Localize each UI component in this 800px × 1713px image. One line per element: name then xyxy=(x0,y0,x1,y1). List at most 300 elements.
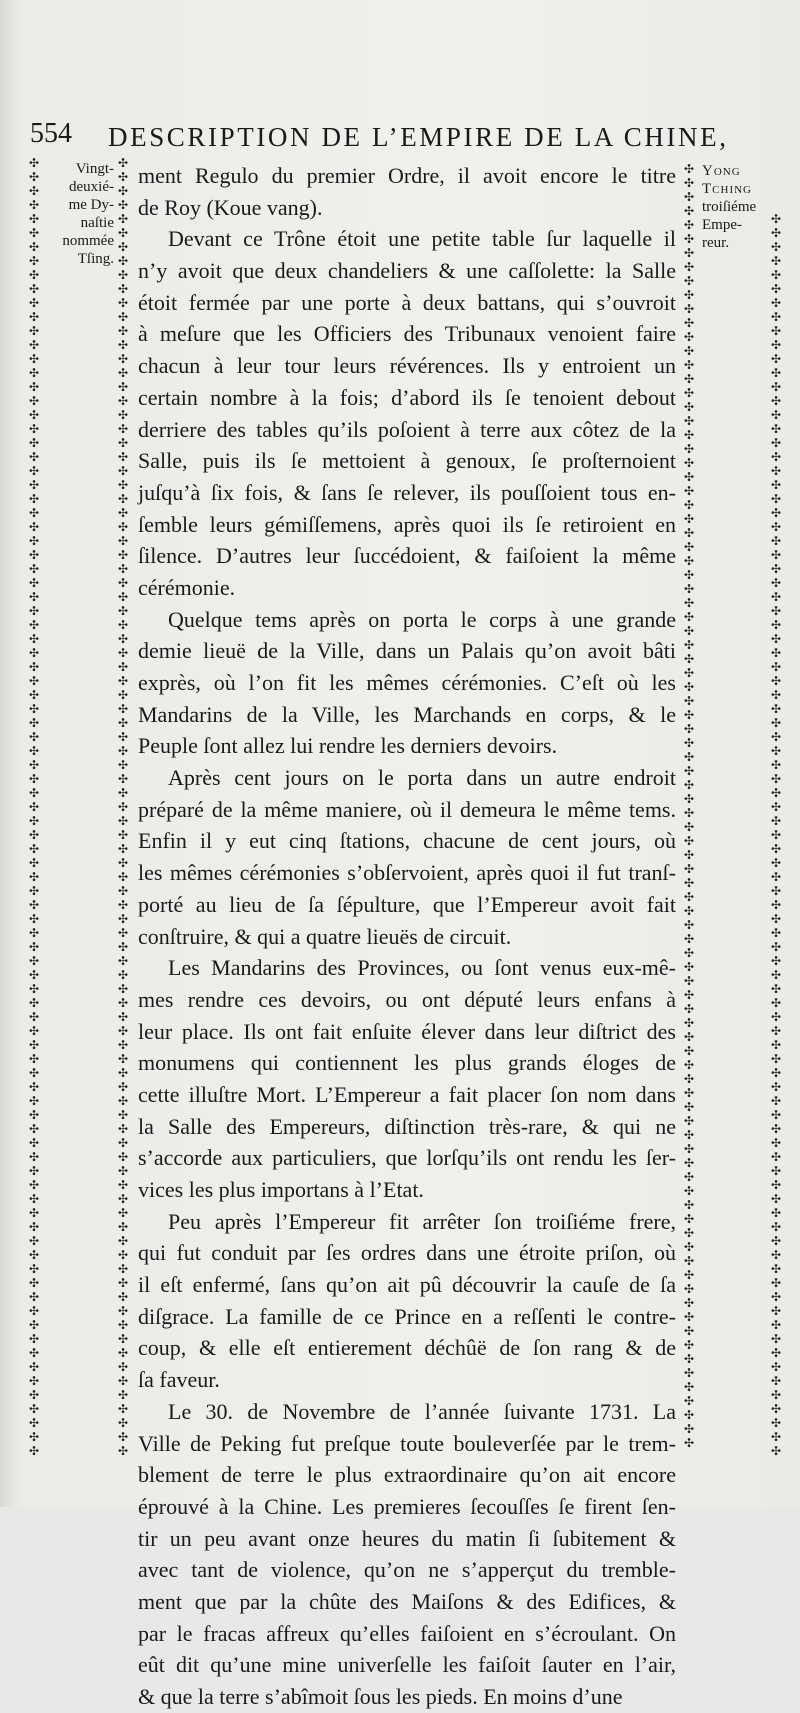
ornament-glyph: ✣ xyxy=(770,632,782,646)
ornament-glyph: ✣ xyxy=(28,590,40,604)
ornament-glyph: ✣ xyxy=(117,716,129,730)
ornament-glyph: ✣ xyxy=(28,310,40,324)
ornament-glyph: ✣ xyxy=(28,1304,40,1318)
text-line: préparé de la même maniere, où il demeura le même tems. xyxy=(138,796,676,822)
text-line: Devant ce Trône étoit une petite table ſur laquelle il xyxy=(168,226,676,252)
ornament-glyph: ✣ xyxy=(117,618,129,632)
ornament-glyph: ✣ xyxy=(28,520,40,534)
ornament-glyph: ✣ xyxy=(683,666,695,680)
ornament-glyph: ✣ xyxy=(683,806,695,820)
ornament-glyph: ✣ xyxy=(770,520,782,534)
ornament-glyph: ✣ xyxy=(683,652,695,666)
ornament-glyph: ✣ xyxy=(28,478,40,492)
ornament-glyph: ✣ xyxy=(770,296,782,310)
text-line: il eſt enfermé, ſans qu’on ait pû découvrir la cauſe de ſa xyxy=(138,1272,676,1298)
ornament-glyph: ✣ xyxy=(683,1394,695,1408)
text-line: la Salle des Empereurs, diſtinction très-rare, & qui ne xyxy=(138,1113,676,1139)
ornament-glyph: ✣ xyxy=(117,912,129,926)
text-line: Peuple ſont allez lui rendre les derniers devoirs. xyxy=(138,733,558,759)
ornament-glyph: ✣ xyxy=(683,1436,695,1450)
ornament-glyph: ✣ xyxy=(117,828,129,842)
ornament-glyph: ✣ xyxy=(117,982,129,996)
text-line: porté au lieu de ſa ſépulture, que l’Empereur avoit fait xyxy=(138,891,676,917)
ornament-glyph: ✣ xyxy=(683,764,695,778)
right-outer-ornament-border xyxy=(769,212,783,1458)
ornament-glyph: ✣ xyxy=(117,1248,129,1262)
ornament-glyph: ✣ xyxy=(770,772,782,786)
margin-note-line: Tching xyxy=(702,181,752,197)
margin-note-line: Empe- xyxy=(702,217,742,233)
text-line: tir un peu avant onze heures du matin ſi ſubitement & xyxy=(138,1525,676,1551)
ornament-glyph: ✣ xyxy=(117,240,129,254)
text-line: étoit fermée par une porte à deux battans, qui s’ouvroit xyxy=(138,289,676,315)
ornament-glyph: ✣ xyxy=(770,716,782,730)
text-line: juſqu’à ſix fois, & ſans ſe relever, ils pouſſoient tous en- xyxy=(138,479,676,505)
ornament-glyph: ✣ xyxy=(28,940,40,954)
ornament-glyph: ✣ xyxy=(770,1430,782,1444)
margin-note-line: troiſiéme xyxy=(702,199,757,215)
ornament-glyph: ✣ xyxy=(117,744,129,758)
ornament-glyph: ✣ xyxy=(117,380,129,394)
ornament-glyph: ✣ xyxy=(683,1058,695,1072)
ornament-glyph: ✣ xyxy=(28,660,40,674)
ornament-glyph: ✣ xyxy=(770,1388,782,1402)
margin-note-line: me Dy- xyxy=(68,197,114,213)
ornament-glyph: ✣ xyxy=(683,1226,695,1240)
ornament-glyph: ✣ xyxy=(117,674,129,688)
ornament-glyph: ✣ xyxy=(770,758,782,772)
ornament-glyph: ✣ xyxy=(117,170,129,184)
ornament-glyph: ✣ xyxy=(770,422,782,436)
text-line: Peu après l’Empereur fit arrêter ſon troiſiéme frere, xyxy=(168,1208,676,1234)
margin-note-line: nommée xyxy=(62,233,114,249)
ornament-glyph: ✣ xyxy=(28,884,40,898)
ornament-glyph: ✣ xyxy=(683,680,695,694)
ornament-glyph: ✣ xyxy=(117,366,129,380)
text-line: ſa faveur. xyxy=(138,1367,220,1393)
ornament-glyph: ✣ xyxy=(683,946,695,960)
ornament-glyph: ✣ xyxy=(770,464,782,478)
ornament-glyph: ✣ xyxy=(770,1374,782,1388)
ornament-glyph: ✣ xyxy=(117,702,129,716)
ornament-glyph: ✣ xyxy=(683,708,695,722)
text-line: cérémonie. xyxy=(138,574,236,600)
text-line: chacun à leur tour leurs révérences. Ils y entroient un xyxy=(138,353,676,379)
ornament-glyph: ✣ xyxy=(683,400,695,414)
ornament-glyph: ✣ xyxy=(28,1360,40,1374)
text-line: certain nombre à la fois; d’abord ils ſe tenoient debout xyxy=(138,384,676,410)
ornament-glyph: ✣ xyxy=(28,688,40,702)
ornament-glyph: ✣ xyxy=(117,548,129,562)
ornament-glyph: ✣ xyxy=(683,218,695,232)
ornament-glyph: ✣ xyxy=(770,1360,782,1374)
ornament-glyph: ✣ xyxy=(28,212,40,226)
ornament-glyph: ✣ xyxy=(28,1206,40,1220)
ornament-glyph: ✣ xyxy=(28,1052,40,1066)
ornament-glyph: ✣ xyxy=(28,800,40,814)
ornament-glyph: ✣ xyxy=(28,184,40,198)
ornament-glyph: ✣ xyxy=(683,736,695,750)
page-header xyxy=(30,118,770,158)
ornament-glyph: ✣ xyxy=(28,366,40,380)
ornament-glyph: ✣ xyxy=(28,1136,40,1150)
ornament-glyph: ✣ xyxy=(683,512,695,526)
ornament-glyph: ✣ xyxy=(683,428,695,442)
ornament-glyph: ✣ xyxy=(683,330,695,344)
ornament-glyph: ✣ xyxy=(28,338,40,352)
ornament-glyph: ✣ xyxy=(28,1178,40,1192)
ornament-glyph: ✣ xyxy=(683,1002,695,1016)
ornament-glyph: ✣ xyxy=(28,1192,40,1206)
ornament-glyph: ✣ xyxy=(770,884,782,898)
ornament-glyph: ✣ xyxy=(117,632,129,646)
left-outer-ornament-border xyxy=(27,156,41,1458)
ornament-glyph: ✣ xyxy=(28,492,40,506)
ornament-glyph: ✣ xyxy=(117,1220,129,1234)
text-line: par le fracas affreux qu’elles faiſoient en s’écroulant. On xyxy=(138,1620,676,1646)
ornament-glyph: ✣ xyxy=(117,1262,129,1276)
ornament-glyph: ✣ xyxy=(683,862,695,876)
ornament-glyph: ✣ xyxy=(28,828,40,842)
ornament-glyph: ✣ xyxy=(683,316,695,330)
ornament-glyph: ✣ xyxy=(117,352,129,366)
ornament-glyph: ✣ xyxy=(770,1024,782,1038)
ornament-glyph: ✣ xyxy=(683,386,695,400)
ornament-glyph: ✣ xyxy=(117,184,129,198)
ornament-glyph: ✣ xyxy=(683,526,695,540)
text-line: coup, & elle eſt entierement déchûë de ſon rang & de xyxy=(138,1335,676,1361)
ornament-glyph: ✣ xyxy=(117,772,129,786)
ornament-glyph: ✣ xyxy=(770,618,782,632)
ornament-glyph: ✣ xyxy=(117,1234,129,1248)
ornament-glyph: ✣ xyxy=(28,170,40,184)
ornament-glyph: ✣ xyxy=(117,1430,129,1444)
ornament-glyph: ✣ xyxy=(28,1346,40,1360)
ornament-glyph: ✣ xyxy=(770,912,782,926)
ornament-glyph: ✣ xyxy=(117,1374,129,1388)
ornament-glyph: ✣ xyxy=(683,750,695,764)
ornament-glyph: ✣ xyxy=(117,730,129,744)
ornament-glyph: ✣ xyxy=(28,282,40,296)
ornament-glyph: ✣ xyxy=(770,744,782,758)
ornament-glyph: ✣ xyxy=(683,540,695,554)
ornament-glyph: ✣ xyxy=(117,478,129,492)
ornament-glyph: ✣ xyxy=(117,422,129,436)
ornament-glyph: ✣ xyxy=(117,870,129,884)
ornament-glyph: ✣ xyxy=(117,1094,129,1108)
text-line: exprès, où l’on fit les mêmes cérémonies. C’eſt où les xyxy=(138,670,676,695)
ornament-glyph: ✣ xyxy=(117,1206,129,1220)
ornament-glyph: ✣ xyxy=(117,800,129,814)
ornament-glyph: ✣ xyxy=(683,988,695,1002)
ornament-glyph: ✣ xyxy=(28,604,40,618)
ornament-glyph: ✣ xyxy=(117,268,129,282)
ornament-glyph: ✣ xyxy=(683,1030,695,1044)
ornament-glyph: ✣ xyxy=(770,730,782,744)
text-line: derriere des tables qu’ils poſoient à terre aux côtez de la xyxy=(138,416,676,442)
ornament-glyph: ✣ xyxy=(770,1164,782,1178)
ornament-glyph: ✣ xyxy=(117,926,129,940)
ornament-glyph: ✣ xyxy=(28,1164,40,1178)
ornament-glyph: ✣ xyxy=(770,1094,782,1108)
ornament-glyph: ✣ xyxy=(770,1206,782,1220)
ornament-glyph: ✣ xyxy=(117,856,129,870)
ornament-glyph: ✣ xyxy=(770,352,782,366)
left-inner-ornament-border xyxy=(116,156,130,1458)
ornament-glyph: ✣ xyxy=(770,1136,782,1150)
text-line: ment que par la chûte des Maiſons & des Edifices, & xyxy=(138,1588,676,1614)
ornament-glyph: ✣ xyxy=(683,288,695,302)
ornament-glyph: ✣ xyxy=(28,1220,40,1234)
ornament-glyph: ✣ xyxy=(683,568,695,582)
text-line: monumens qui contiennent les plus grands éloges de xyxy=(138,1050,676,1076)
ornament-glyph: ✣ xyxy=(770,1304,782,1318)
ornament-glyph: ✣ xyxy=(770,366,782,380)
ornament-glyph: ✣ xyxy=(28,926,40,940)
ornament-glyph: ✣ xyxy=(683,624,695,638)
ornament-glyph: ✣ xyxy=(28,1094,40,1108)
ornament-glyph: ✣ xyxy=(28,716,40,730)
ornament-glyph: ✣ xyxy=(117,814,129,828)
ornament-glyph: ✣ xyxy=(117,1276,129,1290)
ornament-glyph: ✣ xyxy=(683,1114,695,1128)
ornament-glyph: ✣ xyxy=(683,694,695,708)
ornament-glyph: ✣ xyxy=(117,492,129,506)
text-line: eût dit qu’une mine univerſelle les faiſoit ſauter en l’air, xyxy=(138,1652,676,1678)
ornament-glyph: ✣ xyxy=(117,1318,129,1332)
ornament-glyph: ✣ xyxy=(28,1430,40,1444)
ornament-glyph: ✣ xyxy=(683,1380,695,1394)
ornament-glyph: ✣ xyxy=(28,296,40,310)
ornament-glyph: ✣ xyxy=(28,842,40,856)
ornament-glyph: ✣ xyxy=(28,1248,40,1262)
ornament-glyph: ✣ xyxy=(770,1150,782,1164)
ornament-glyph: ✣ xyxy=(683,1170,695,1184)
text-line: Mandarins de la Ville, les Marchands en corps, & le xyxy=(138,701,676,727)
ornament-glyph: ✣ xyxy=(28,436,40,450)
text-line: avec tant de violence, qu’on ne s’apperçut du tremble- xyxy=(138,1557,676,1583)
ornament-glyph: ✣ xyxy=(117,296,129,310)
text-line: éprouvé à la Chine. Les premieres ſecouſſes ſe firent ſen- xyxy=(138,1493,676,1519)
ornament-glyph: ✣ xyxy=(770,212,782,226)
ornament-glyph: ✣ xyxy=(28,156,40,170)
ornament-glyph: ✣ xyxy=(28,814,40,828)
ornament-glyph: ✣ xyxy=(28,352,40,366)
text-line: Quelque tems après on porta le corps à une grande xyxy=(168,606,676,632)
ornament-glyph: ✣ xyxy=(770,940,782,954)
ornament-glyph: ✣ xyxy=(117,1416,129,1430)
ornament-glyph: ✣ xyxy=(28,758,40,772)
ornament-glyph: ✣ xyxy=(28,562,40,576)
ornament-glyph: ✣ xyxy=(770,240,782,254)
ornament-glyph: ✣ xyxy=(770,898,782,912)
ornament-glyph: ✣ xyxy=(770,450,782,464)
ornament-glyph: ✣ xyxy=(117,338,129,352)
ornament-glyph: ✣ xyxy=(117,520,129,534)
ornament-glyph: ✣ xyxy=(28,702,40,716)
ornament-glyph: ✣ xyxy=(770,1066,782,1080)
ornament-glyph: ✣ xyxy=(683,918,695,932)
ornament-glyph: ✣ xyxy=(683,1212,695,1226)
ornament-glyph: ✣ xyxy=(770,1346,782,1360)
ornament-glyph: ✣ xyxy=(117,688,129,702)
text-line: de Roy (Koue vang). xyxy=(138,194,323,220)
text-line: ſemble leurs gémiſſemens, après quoi ils ſe retiroient en xyxy=(138,511,676,537)
ornament-glyph: ✣ xyxy=(28,240,40,254)
ornament-glyph: ✣ xyxy=(683,358,695,372)
text-line: blement de terre le plus extraordinaire qu’on ait encore xyxy=(138,1462,676,1488)
ornament-glyph: ✣ xyxy=(28,1374,40,1388)
page-number: 554 xyxy=(30,118,72,149)
ornament-glyph: ✣ xyxy=(770,534,782,548)
ornament-glyph: ✣ xyxy=(683,1282,695,1296)
ornament-glyph: ✣ xyxy=(770,646,782,660)
ornament-glyph: ✣ xyxy=(770,1052,782,1066)
text-line: Après cent jours on le porta dans un autre endroit xyxy=(168,765,676,791)
ornament-glyph: ✣ xyxy=(117,324,129,338)
ornament-glyph: ✣ xyxy=(117,1402,129,1416)
margin-note-line: Vingt- xyxy=(75,161,114,177)
ornament-glyph: ✣ xyxy=(28,576,40,590)
text-line: mes rendre ces devoirs, ou ont député leurs enfans à xyxy=(138,986,676,1012)
ornament-glyph: ✣ xyxy=(770,1290,782,1304)
text-line: leur place. Ils ont fait enſuite élever dans leur diſtrict des xyxy=(138,1018,676,1044)
ornament-glyph: ✣ xyxy=(770,856,782,870)
ornament-glyph: ✣ xyxy=(683,1268,695,1282)
ornament-glyph: ✣ xyxy=(770,870,782,884)
ornament-glyph: ✣ xyxy=(683,246,695,260)
ornament-glyph: ✣ xyxy=(117,436,129,450)
ornament-glyph: ✣ xyxy=(28,968,40,982)
ornament-glyph: ✣ xyxy=(28,1122,40,1136)
right-margin-note xyxy=(702,162,768,252)
ornament-glyph: ✣ xyxy=(683,470,695,484)
ornament-glyph: ✣ xyxy=(770,1402,782,1416)
ornament-glyph: ✣ xyxy=(683,974,695,988)
ornament-glyph: ✣ xyxy=(28,1276,40,1290)
ornament-glyph: ✣ xyxy=(117,758,129,772)
ornament-glyph: ✣ xyxy=(28,1066,40,1080)
running-title: DESCRIPTION DE L’EMPIRE DE LA CHINE, xyxy=(108,122,729,152)
ornament-glyph: ✣ xyxy=(683,792,695,806)
ornament-glyph: ✣ xyxy=(770,506,782,520)
text-line: diſgrace. La famille de ce Prince en a reſſenti le contre- xyxy=(138,1303,676,1329)
ornament-glyph: ✣ xyxy=(683,834,695,848)
ornament-glyph: ✣ xyxy=(683,778,695,792)
ornament-glyph: ✣ xyxy=(28,1150,40,1164)
ornament-glyph: ✣ xyxy=(770,548,782,562)
ornament-glyph: ✣ xyxy=(683,890,695,904)
ornament-glyph: ✣ xyxy=(28,1262,40,1276)
ornament-glyph: ✣ xyxy=(117,1346,129,1360)
ornament-glyph: ✣ xyxy=(683,176,695,190)
ornament-glyph: ✣ xyxy=(28,856,40,870)
ornament-glyph: ✣ xyxy=(117,1164,129,1178)
ornament-glyph: ✣ xyxy=(117,1038,129,1052)
ornament-glyph: ✣ xyxy=(683,638,695,652)
ornament-glyph: ✣ xyxy=(683,820,695,834)
ornament-glyph: ✣ xyxy=(117,1192,129,1206)
ornament-glyph: ✣ xyxy=(770,604,782,618)
ornament-glyph: ✣ xyxy=(28,618,40,632)
ornament-glyph: ✣ xyxy=(28,464,40,478)
text-line: Les Mandarins des Provinces, ou ſont venus eux-mê- xyxy=(168,955,676,981)
ornament-glyph: ✣ xyxy=(770,1444,782,1458)
ornament-glyph: ✣ xyxy=(770,1010,782,1024)
ornament-glyph: ✣ xyxy=(28,1388,40,1402)
ornament-glyph: ✣ xyxy=(28,954,40,968)
ornament-glyph: ✣ xyxy=(117,1122,129,1136)
ornament-glyph: ✣ xyxy=(683,960,695,974)
ornament-glyph: ✣ xyxy=(28,268,40,282)
ornament-glyph: ✣ xyxy=(117,254,129,268)
ornament-glyph: ✣ xyxy=(683,848,695,862)
ornament-glyph: ✣ xyxy=(117,226,129,240)
ornament-glyph: ✣ xyxy=(770,268,782,282)
ornament-glyph: ✣ xyxy=(770,828,782,842)
ornament-glyph: ✣ xyxy=(683,722,695,736)
ornament-glyph: ✣ xyxy=(683,456,695,470)
ornament-glyph: ✣ xyxy=(683,1198,695,1212)
ornament-glyph: ✣ xyxy=(770,408,782,422)
ornament-glyph: ✣ xyxy=(117,310,129,324)
ornament-glyph: ✣ xyxy=(28,422,40,436)
ornament-glyph: ✣ xyxy=(117,1108,129,1122)
ornament-glyph: ✣ xyxy=(28,898,40,912)
ornament-glyph: ✣ xyxy=(28,450,40,464)
ornament-glyph: ✣ xyxy=(28,730,40,744)
ornament-glyph: ✣ xyxy=(28,548,40,562)
ornament-glyph: ✣ xyxy=(770,982,782,996)
ornament-glyph: ✣ xyxy=(683,610,695,624)
ornament-glyph: ✣ xyxy=(28,1416,40,1430)
ornament-glyph: ✣ xyxy=(770,1276,782,1290)
ornament-glyph: ✣ xyxy=(117,1136,129,1150)
ornament-glyph: ✣ xyxy=(683,932,695,946)
ornament-glyph: ✣ xyxy=(117,576,129,590)
ornament-glyph: ✣ xyxy=(683,1254,695,1268)
ornament-glyph: ✣ xyxy=(117,1332,129,1346)
ornament-glyph: ✣ xyxy=(683,274,695,288)
ornament-glyph: ✣ xyxy=(683,1310,695,1324)
ornament-glyph: ✣ xyxy=(770,800,782,814)
ornament-glyph: ✣ xyxy=(117,884,129,898)
ornament-glyph: ✣ xyxy=(770,1248,782,1262)
ornament-glyph: ✣ xyxy=(683,1184,695,1198)
ornament-glyph: ✣ xyxy=(683,876,695,890)
margin-note-line: reur. xyxy=(702,235,730,251)
ornament-glyph: ✣ xyxy=(683,1142,695,1156)
ornament-glyph: ✣ xyxy=(28,1290,40,1304)
ornament-glyph: ✣ xyxy=(683,1338,695,1352)
ornament-glyph: ✣ xyxy=(28,744,40,758)
ornament-glyph: ✣ xyxy=(28,254,40,268)
ornament-glyph: ✣ xyxy=(770,1220,782,1234)
ornament-glyph: ✣ xyxy=(683,1296,695,1310)
ornament-glyph: ✣ xyxy=(683,1240,695,1254)
margin-note-line: deuxié- xyxy=(69,179,114,195)
ornament-glyph: ✣ xyxy=(770,1178,782,1192)
text-line: qui fut conduit par ſes ordres dans une étroite priſon, où xyxy=(138,1240,676,1266)
ornament-glyph: ✣ xyxy=(770,324,782,338)
ornament-glyph: ✣ xyxy=(28,996,40,1010)
ornament-glyph: ✣ xyxy=(683,1422,695,1436)
ornament-glyph: ✣ xyxy=(117,1150,129,1164)
ornament-glyph: ✣ xyxy=(683,162,695,176)
ornament-glyph: ✣ xyxy=(28,380,40,394)
ornament-glyph: ✣ xyxy=(683,582,695,596)
text-line: Ville de Peking fut preſque toute bouleverſée par le trem- xyxy=(138,1430,676,1456)
